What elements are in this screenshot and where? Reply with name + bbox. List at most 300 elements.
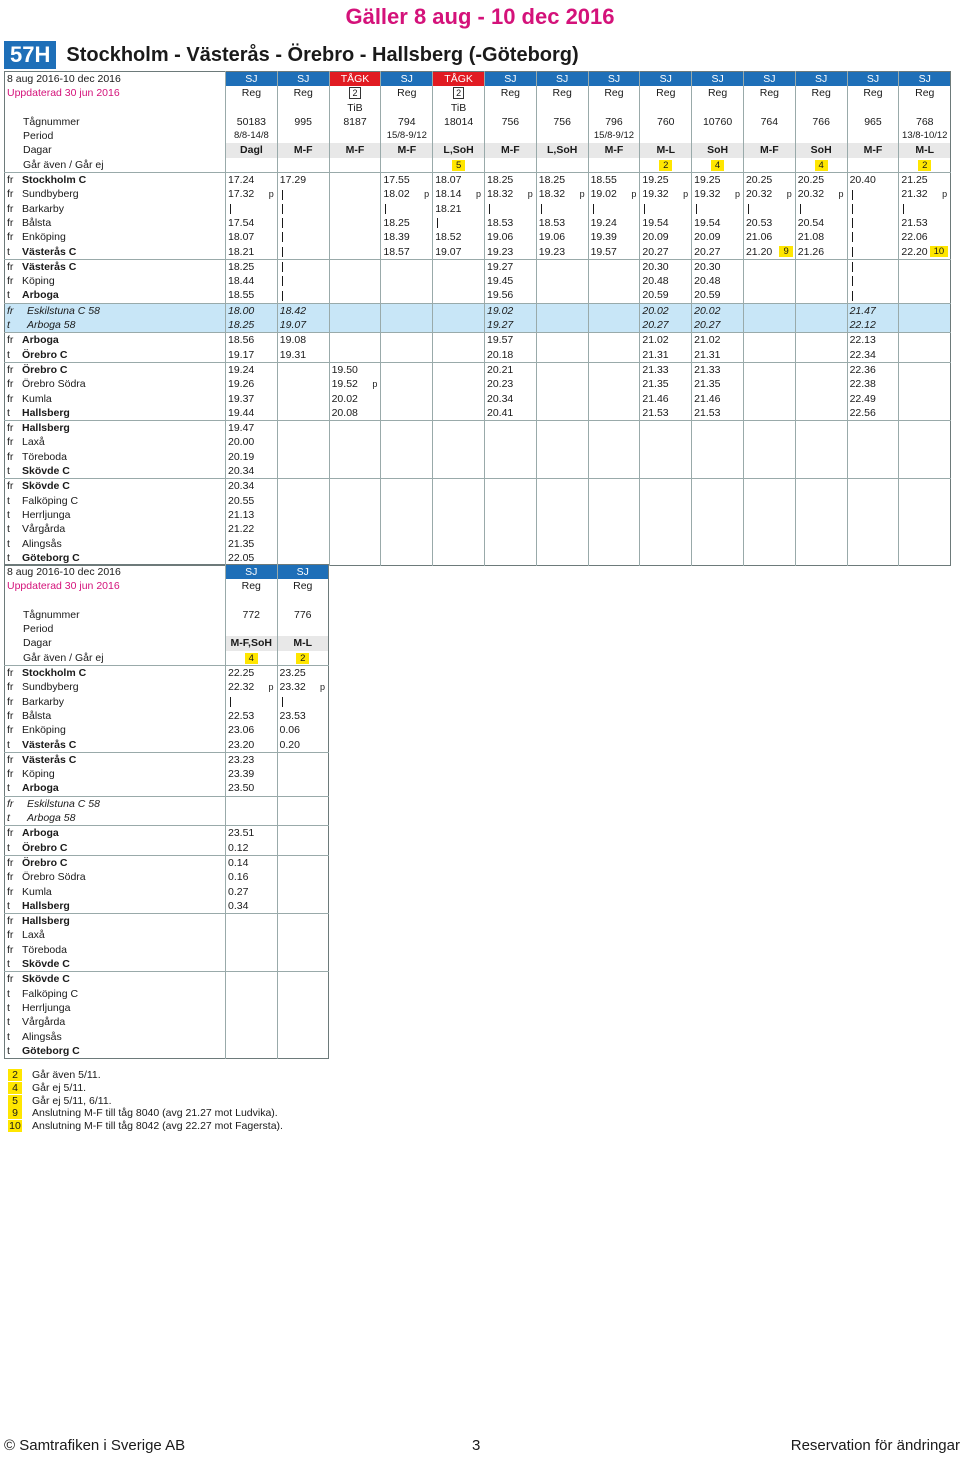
- station-name: Örebro C: [22, 841, 68, 854]
- stop-row: [5, 479, 951, 494]
- time-cell: [277, 1015, 329, 1029]
- extra-cell: [381, 101, 433, 115]
- time-cell: [277, 943, 329, 957]
- time-cell: [743, 479, 795, 494]
- period-label: Period: [23, 130, 54, 143]
- time-cell: [277, 392, 329, 406]
- time-cell: [847, 173, 899, 188]
- station-name: Arboga: [22, 289, 59, 302]
- time-cell: [640, 230, 692, 244]
- days-cell: M-L: [899, 143, 951, 157]
- period-cell: [277, 622, 329, 636]
- time-cell: [640, 464, 692, 479]
- station-name: Herrljunga: [22, 1001, 71, 1014]
- time-value: 20.09: [642, 231, 669, 244]
- time-value: 21.32: [901, 188, 928, 201]
- time-cell: [847, 421, 899, 436]
- extra-cell: [640, 101, 692, 115]
- arr-dep-marker: fr: [7, 827, 14, 840]
- time-value: 0.27: [228, 885, 249, 898]
- arr-dep-marker: fr: [7, 363, 14, 376]
- stop-label: [5, 1044, 226, 1059]
- days-cell: M-L: [640, 143, 692, 157]
- station-name: Skövde C: [22, 480, 70, 493]
- time-cell: [381, 464, 433, 479]
- pass-through-bar: [852, 218, 853, 228]
- time-cell: [433, 216, 485, 230]
- time-suffix: p: [734, 189, 740, 200]
- time-cell: [484, 245, 536, 260]
- stop-row: [5, 303, 951, 318]
- time-cell: [536, 274, 588, 288]
- operator-cell: SJ: [226, 72, 278, 87]
- note-cell: [795, 158, 847, 173]
- stop-label: [5, 245, 226, 260]
- time-cell: [484, 479, 536, 494]
- time-cell: [484, 537, 536, 551]
- days-cell: M-L: [277, 636, 329, 650]
- time-value: 22.49: [849, 392, 876, 405]
- arr-dep-marker: t: [7, 841, 10, 854]
- time-cell: [640, 362, 692, 377]
- stop-row: [5, 811, 329, 826]
- pass-through-bar: [230, 697, 231, 707]
- updated-label: Uppdaterad 30 jun 2016: [7, 87, 120, 100]
- time-cell: [226, 972, 278, 987]
- time-value: 19.02: [486, 304, 514, 317]
- time-cell: [433, 537, 485, 551]
- pass-through-bar: [644, 204, 645, 214]
- train-number: 796: [588, 115, 640, 129]
- time-value: 22.56: [849, 406, 876, 419]
- time-cell: [329, 435, 381, 449]
- time-cell: [226, 781, 278, 796]
- time-value: 19.56: [486, 289, 514, 302]
- time-cell: [536, 173, 588, 188]
- extra-cell: [692, 101, 744, 115]
- time-cell: [226, 796, 278, 811]
- stop-row: [5, 914, 329, 929]
- stop-row: [5, 1001, 329, 1015]
- time-cell: [484, 406, 536, 421]
- time-cell: [640, 216, 692, 230]
- time-cell: [640, 333, 692, 348]
- stop-label: [5, 537, 226, 551]
- time-cell: [692, 303, 744, 318]
- time-cell: [226, 479, 278, 494]
- time-value: 20.02: [642, 304, 669, 317]
- stop-label: [5, 202, 226, 216]
- time-cell: [381, 288, 433, 303]
- period-cell: [743, 129, 795, 143]
- time-value: 18.53: [538, 216, 566, 229]
- time-cell: [277, 435, 329, 449]
- stop-label: [5, 348, 226, 363]
- time-cell: [277, 1030, 329, 1044]
- time-cell: [588, 318, 640, 333]
- time-cell: [226, 943, 278, 957]
- time-cell: [226, 421, 278, 436]
- station-name: Hallsberg: [22, 422, 70, 435]
- time-cell: [640, 479, 692, 494]
- time-cell: [433, 303, 485, 318]
- pass-through-bar: [852, 204, 853, 214]
- time-value: 22.36: [849, 363, 876, 376]
- time-cell: [588, 259, 640, 274]
- time-cell: [743, 435, 795, 449]
- time-value: 20.00: [228, 436, 255, 449]
- arr-dep-marker: fr: [7, 856, 14, 869]
- footnote: [8, 1069, 101, 1081]
- time-cell: [536, 494, 588, 508]
- stop-row: [5, 421, 951, 436]
- time-cell: [277, 695, 329, 709]
- time-cell: [847, 202, 899, 216]
- time-value: 19.02: [590, 188, 617, 201]
- note-cell: [536, 158, 588, 173]
- time-cell: [847, 274, 899, 288]
- pass-through-bar: [541, 204, 542, 214]
- product-cell: Reg: [484, 86, 536, 100]
- time-cell: [899, 259, 951, 274]
- time-value: 22.25: [228, 667, 255, 680]
- time-cell: [795, 216, 847, 230]
- time-cell: [692, 406, 744, 421]
- time-cell: [847, 288, 899, 303]
- stop-label: [5, 781, 226, 796]
- stop-label: [5, 870, 226, 884]
- time-cell: [899, 318, 951, 333]
- arr-dep-marker: fr: [7, 709, 14, 722]
- arr-dep-marker: fr: [7, 943, 14, 956]
- pass-through-bar: [282, 697, 283, 707]
- footnote: [8, 1120, 283, 1132]
- train-number: 8187: [329, 115, 381, 129]
- time-value: 21.46: [694, 392, 721, 405]
- arr-dep-marker: t: [7, 738, 10, 751]
- operator-cell: SJ: [743, 72, 795, 87]
- time-cell: [899, 245, 951, 260]
- stop-label: [5, 318, 226, 333]
- time-cell: [847, 435, 899, 449]
- time-cell: [433, 187, 485, 201]
- time-cell: [692, 230, 744, 244]
- arr-dep-marker: t: [7, 465, 10, 478]
- time-cell: [536, 187, 588, 201]
- time-value: 18.55: [228, 289, 255, 302]
- time-value: 19.24: [228, 363, 255, 376]
- station-name: Laxå: [22, 436, 45, 449]
- time-cell: [640, 318, 692, 333]
- product-cell: Reg: [795, 86, 847, 100]
- time-cell: [381, 508, 433, 522]
- time-cell: [847, 245, 899, 260]
- station-name: Hallsberg: [22, 915, 70, 928]
- time-cell: [484, 173, 536, 188]
- stop-row: [5, 767, 329, 781]
- stop-row: [5, 738, 329, 753]
- time-cell: [277, 464, 329, 479]
- time-value: 21.22: [228, 523, 255, 536]
- stop-label: [5, 406, 226, 421]
- time-cell: [484, 377, 536, 391]
- time-cell: [433, 173, 485, 188]
- time-value: 19.57: [590, 245, 617, 258]
- time-cell: [743, 450, 795, 464]
- time-cell: [381, 551, 433, 566]
- time-suffix: p: [631, 189, 637, 200]
- extra-cell: [899, 101, 951, 115]
- time-cell: [795, 187, 847, 201]
- time-cell: [795, 450, 847, 464]
- note-cell: [277, 158, 329, 173]
- arr-dep-marker: t: [7, 508, 10, 521]
- time-cell: [329, 464, 381, 479]
- time-value: 19.07: [435, 245, 462, 258]
- time-cell: [536, 522, 588, 536]
- time-cell: [795, 230, 847, 244]
- stop-label: [5, 1015, 226, 1029]
- station-name: Falköping C: [22, 494, 79, 507]
- arr-dep-marker: fr: [7, 667, 14, 680]
- days-cell: M-F: [484, 143, 536, 157]
- time-value: 19.54: [642, 216, 669, 229]
- station-name: Örebro C: [22, 363, 68, 376]
- time-cell: [588, 522, 640, 536]
- time-value: 18.25: [383, 216, 410, 229]
- time-value: 20.41: [486, 406, 514, 419]
- time-cell: [381, 187, 433, 201]
- time-cell: [329, 362, 381, 377]
- time-cell: [226, 288, 278, 303]
- time-cell: [226, 333, 278, 348]
- time-value: 20.59: [694, 289, 721, 302]
- time-cell: [329, 259, 381, 274]
- time-cell: [743, 377, 795, 391]
- stop-row: [5, 187, 951, 201]
- time-value: 22.05: [228, 551, 255, 564]
- arr-dep-marker: t: [7, 899, 10, 912]
- time-cell: [588, 464, 640, 479]
- time-cell: [795, 479, 847, 494]
- time-value: 0.14: [228, 856, 249, 869]
- time-cell: [588, 245, 640, 260]
- time-cell: [277, 680, 329, 694]
- product-cell: Reg: [899, 86, 951, 100]
- time-cell: [433, 377, 485, 391]
- pass-through-bar: [489, 204, 490, 214]
- time-value: 19.07: [279, 319, 307, 332]
- time-suffix: p: [942, 189, 948, 200]
- footnote: [8, 1095, 112, 1107]
- notes-label: Går även / Går ej: [5, 651, 226, 666]
- time-value: 18.39: [383, 231, 410, 244]
- time-cell: [277, 914, 329, 929]
- note-cell: [226, 158, 278, 173]
- time-cell: [536, 259, 588, 274]
- time-value: 21.53: [694, 406, 721, 419]
- period-row: [5, 129, 951, 143]
- time-cell: [226, 173, 278, 188]
- time-cell: [640, 435, 692, 449]
- time-cell: [899, 202, 951, 216]
- time-value: 0.12: [228, 841, 249, 854]
- time-value: 19.50: [331, 363, 358, 376]
- class-2-icon: 2: [453, 87, 464, 99]
- station-name: Alingsås: [22, 537, 62, 550]
- time-cell: [899, 392, 951, 406]
- time-cell: [795, 202, 847, 216]
- stop-label: [5, 752, 226, 767]
- time-cell: [277, 709, 329, 723]
- time-cell: [588, 494, 640, 508]
- time-cell: [743, 348, 795, 363]
- note-badge: 2: [659, 160, 672, 171]
- product-cell: Reg: [381, 86, 433, 100]
- time-cell: [226, 230, 278, 244]
- stop-row: [5, 216, 951, 230]
- stop-label: [5, 1001, 226, 1015]
- stop-label: [5, 738, 226, 753]
- days-cell: M-F: [381, 143, 433, 157]
- product-cell: Reg: [692, 86, 744, 100]
- arr-dep-marker: t: [7, 1030, 10, 1043]
- pass-through-bar: [282, 291, 283, 301]
- notes-row: [5, 651, 329, 666]
- arr-dep-marker: fr: [7, 422, 14, 435]
- time-cell: [277, 767, 329, 781]
- time-cell: [588, 435, 640, 449]
- time-cell: [277, 202, 329, 216]
- time-cell: [433, 464, 485, 479]
- time-cell: [743, 362, 795, 377]
- arr-dep-marker: t: [7, 551, 10, 564]
- time-suffix: p: [527, 189, 533, 200]
- time-value: 19.39: [590, 231, 617, 244]
- time-cell: [381, 435, 433, 449]
- time-cell: [692, 522, 744, 536]
- time-cell: [329, 245, 381, 260]
- train-number: 965: [847, 115, 899, 129]
- time-cell: [692, 288, 744, 303]
- stop-row: [5, 377, 951, 391]
- period-label: Period: [23, 623, 54, 636]
- note-cell: [899, 158, 951, 173]
- note-cell: [381, 158, 433, 173]
- arr-dep-marker: fr: [7, 231, 14, 244]
- time-cell: [329, 288, 381, 303]
- time-cell: [743, 508, 795, 522]
- station-name: Västerås C: [22, 753, 77, 766]
- time-cell: [277, 348, 329, 363]
- time-cell: [795, 406, 847, 421]
- stop-label: [5, 230, 226, 244]
- time-value: 20.18: [486, 348, 514, 361]
- time-cell: [484, 522, 536, 536]
- time-cell: [381, 522, 433, 536]
- stop-label: [5, 392, 226, 406]
- arr-dep-marker: t: [7, 812, 10, 825]
- time-value: 22.38: [849, 378, 876, 391]
- time-cell: [795, 537, 847, 551]
- stop-label: [5, 709, 226, 723]
- train-number: 18014: [433, 115, 485, 129]
- arr-dep-marker: fr: [7, 753, 14, 766]
- pass-through-bar: [282, 232, 283, 242]
- station-name: Bålsta: [22, 216, 52, 229]
- time-cell: [226, 841, 278, 856]
- time-value: 19.25: [694, 174, 721, 187]
- time-cell: [329, 406, 381, 421]
- time-cell: [329, 421, 381, 436]
- time-cell: [692, 318, 744, 333]
- time-cell: [795, 421, 847, 436]
- days-cell: L,SoH: [536, 143, 588, 157]
- train-number: 772: [226, 608, 278, 622]
- stop-row: [5, 406, 951, 421]
- stop-row: [5, 841, 329, 856]
- arr-dep-marker: fr: [7, 216, 14, 229]
- extra-cell: [795, 101, 847, 115]
- time-value: 18.55: [590, 174, 617, 187]
- time-value: 19.23: [486, 245, 514, 258]
- time-cell: [899, 522, 951, 536]
- time-cell: [484, 318, 536, 333]
- time-cell: [743, 464, 795, 479]
- time-cell: [899, 551, 951, 566]
- days-cell: M-F: [847, 143, 899, 157]
- time-value: 20.34: [228, 480, 255, 493]
- stop-row: [5, 899, 329, 914]
- extra-cell: [277, 101, 329, 115]
- time-cell: [899, 508, 951, 522]
- note-cell: [226, 651, 278, 666]
- time-value: 19.57: [486, 334, 514, 347]
- time-cell: [433, 392, 485, 406]
- stop-label: [5, 450, 226, 464]
- time-cell: [381, 245, 433, 260]
- days-cell: M-F: [743, 143, 795, 157]
- time-value: 20.32: [797, 188, 825, 201]
- arr-dep-marker: fr: [7, 797, 14, 810]
- station-name: Alingsås: [22, 1030, 62, 1043]
- time-value: 22.34: [849, 348, 876, 361]
- time-cell: [226, 826, 278, 841]
- stop-row: [5, 173, 951, 188]
- train-number: 756: [484, 115, 536, 129]
- station-name: Sundbyberg: [22, 681, 79, 694]
- time-value: 18.25: [486, 174, 514, 187]
- time-cell: [277, 870, 329, 884]
- time-value: 21.35: [694, 378, 721, 391]
- time-cell: [588, 230, 640, 244]
- pass-through-bar: [282, 276, 283, 286]
- time-cell: [329, 230, 381, 244]
- time-cell: [329, 450, 381, 464]
- stop-label: [5, 216, 226, 230]
- pass-through-bar: [852, 190, 853, 200]
- time-cell: [277, 259, 329, 274]
- stop-label: [5, 987, 226, 1001]
- time-cell: [381, 333, 433, 348]
- time-cell: [640, 421, 692, 436]
- stop-row: [5, 494, 951, 508]
- station-name: Arboga 58: [27, 319, 76, 332]
- pass-through-bar: [282, 204, 283, 214]
- time-value: 23.39: [228, 768, 255, 781]
- train-number-row: [5, 115, 951, 129]
- period-cell: [640, 129, 692, 143]
